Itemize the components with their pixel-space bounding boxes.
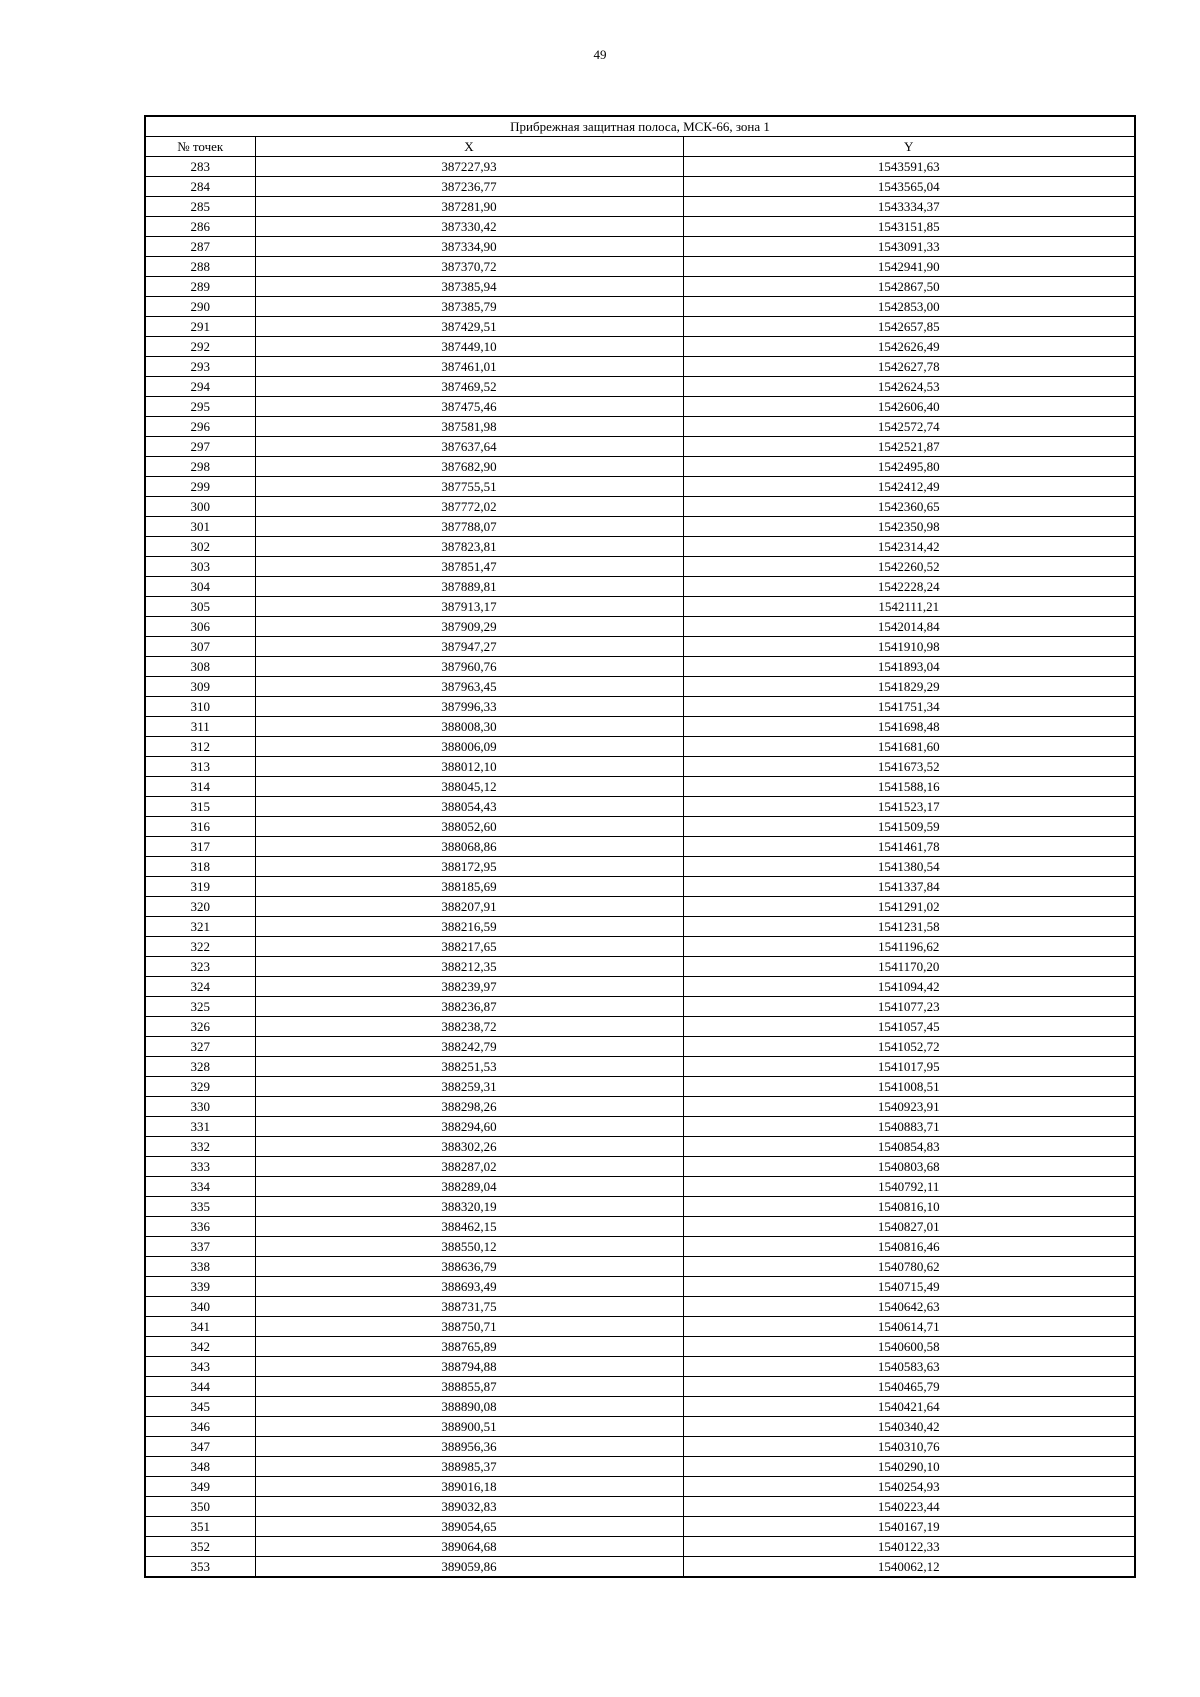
x-coordinate-cell: 388238,72 <box>255 1017 683 1037</box>
point-number-cell: 289 <box>145 277 255 297</box>
table-row <box>145 437 1135 457</box>
y-coordinate-cell: 1542111,21 <box>683 597 1135 617</box>
point-number-cell: 350 <box>145 1497 255 1517</box>
y-coordinate-cell: 1542314,42 <box>683 537 1135 557</box>
y-coordinate-cell: 1541196,62 <box>683 937 1135 957</box>
x-coordinate-cell: 387947,27 <box>255 637 683 657</box>
point-number-cell: 347 <box>145 1437 255 1457</box>
table-row <box>145 1437 1135 1457</box>
x-coordinate-cell: 388750,71 <box>255 1317 683 1337</box>
x-coordinate-cell: 388890,08 <box>255 1397 683 1417</box>
table-row <box>145 637 1135 657</box>
point-number-cell: 315 <box>145 797 255 817</box>
point-number-cell: 316 <box>145 817 255 837</box>
point-number-cell: 304 <box>145 577 255 597</box>
x-coordinate-cell: 387385,94 <box>255 277 683 297</box>
table-row <box>145 157 1135 177</box>
table-row <box>145 1017 1135 1037</box>
x-coordinate-cell: 388765,89 <box>255 1337 683 1357</box>
table-row <box>145 457 1135 477</box>
x-coordinate-cell: 388207,91 <box>255 897 683 917</box>
point-number-cell: 353 <box>145 1557 255 1578</box>
table-row <box>145 477 1135 497</box>
y-coordinate-cell: 1540816,10 <box>683 1197 1135 1217</box>
point-number-cell: 344 <box>145 1377 255 1397</box>
y-coordinate-cell: 1542941,90 <box>683 257 1135 277</box>
point-number-cell: 352 <box>145 1537 255 1557</box>
x-coordinate-cell: 388012,10 <box>255 757 683 777</box>
point-number-cell: 332 <box>145 1137 255 1157</box>
x-coordinate-cell: 388239,97 <box>255 977 683 997</box>
point-number-cell: 336 <box>145 1217 255 1237</box>
x-coordinate-cell: 387581,98 <box>255 417 683 437</box>
x-coordinate-cell: 388236,87 <box>255 997 683 1017</box>
table-row <box>145 1157 1135 1177</box>
x-coordinate-cell: 387385,79 <box>255 297 683 317</box>
table-row <box>145 837 1135 857</box>
table-caption-row <box>145 116 1135 137</box>
y-coordinate-cell: 1540923,91 <box>683 1097 1135 1117</box>
table-row <box>145 657 1135 677</box>
x-coordinate-cell: 388693,49 <box>255 1277 683 1297</box>
point-number-cell: 306 <box>145 617 255 637</box>
x-coordinate-cell: 388302,26 <box>255 1137 683 1157</box>
y-coordinate-cell: 1541681,60 <box>683 737 1135 757</box>
y-coordinate-cell: 1541094,42 <box>683 977 1135 997</box>
x-coordinate-cell: 388294,60 <box>255 1117 683 1137</box>
table-row <box>145 1137 1135 1157</box>
y-coordinate-cell: 1540340,42 <box>683 1417 1135 1437</box>
y-coordinate-cell: 1542853,00 <box>683 297 1135 317</box>
point-number-cell: 322 <box>145 937 255 957</box>
point-number-cell: 318 <box>145 857 255 877</box>
x-coordinate-cell: 388185,69 <box>255 877 683 897</box>
x-coordinate-cell: 388006,09 <box>255 737 683 757</box>
x-coordinate-cell: 388900,51 <box>255 1417 683 1437</box>
x-coordinate-cell: 388550,12 <box>255 1237 683 1257</box>
point-number-cell: 298 <box>145 457 255 477</box>
y-coordinate-cell: 1540290,10 <box>683 1457 1135 1477</box>
table-row <box>145 677 1135 697</box>
y-coordinate-cell: 1542572,74 <box>683 417 1135 437</box>
y-coordinate-cell: 1541291,02 <box>683 897 1135 917</box>
x-coordinate-cell: 388172,95 <box>255 857 683 877</box>
table-row <box>145 1097 1135 1117</box>
table-row <box>145 1237 1135 1257</box>
table-row <box>145 1497 1135 1517</box>
x-coordinate-cell: 388242,79 <box>255 1037 683 1057</box>
y-coordinate-cell: 1543091,33 <box>683 237 1135 257</box>
x-coordinate-cell: 387823,81 <box>255 537 683 557</box>
x-coordinate-cell: 388251,53 <box>255 1057 683 1077</box>
x-coordinate-cell: 387788,07 <box>255 517 683 537</box>
y-coordinate-cell: 1541509,59 <box>683 817 1135 837</box>
table-row <box>145 517 1135 537</box>
x-coordinate-cell: 387909,29 <box>255 617 683 637</box>
y-coordinate-cell: 1540223,44 <box>683 1497 1135 1517</box>
point-number-cell: 335 <box>145 1197 255 1217</box>
point-number-cell: 351 <box>145 1517 255 1537</box>
table-row <box>145 1077 1135 1097</box>
table-row <box>145 1557 1135 1578</box>
x-coordinate-cell: 388259,31 <box>255 1077 683 1097</box>
header-x: X <box>255 137 683 157</box>
point-number-cell: 349 <box>145 1477 255 1497</box>
point-number-cell: 295 <box>145 397 255 417</box>
point-number-cell: 287 <box>145 237 255 257</box>
table-row <box>145 1277 1135 1297</box>
table-row <box>145 617 1135 637</box>
y-coordinate-cell: 1540803,68 <box>683 1157 1135 1177</box>
x-coordinate-cell: 387960,76 <box>255 657 683 677</box>
x-coordinate-cell: 388956,36 <box>255 1437 683 1457</box>
y-coordinate-cell: 1542867,50 <box>683 277 1135 297</box>
y-coordinate-cell: 1540642,63 <box>683 1297 1135 1317</box>
y-coordinate-cell: 1540310,76 <box>683 1437 1135 1457</box>
y-coordinate-cell: 1540715,49 <box>683 1277 1135 1297</box>
x-coordinate-cell: 387682,90 <box>255 457 683 477</box>
point-number-cell: 348 <box>145 1457 255 1477</box>
x-coordinate-cell: 387236,77 <box>255 177 683 197</box>
y-coordinate-cell: 1540883,71 <box>683 1117 1135 1137</box>
point-number-cell: 323 <box>145 957 255 977</box>
x-coordinate-cell: 388068,86 <box>255 837 683 857</box>
x-coordinate-cell: 387772,02 <box>255 497 683 517</box>
table-row <box>145 937 1135 957</box>
x-coordinate-cell: 388636,79 <box>255 1257 683 1277</box>
y-coordinate-cell: 1542495,80 <box>683 457 1135 477</box>
table-row <box>145 997 1135 1017</box>
table-row <box>145 397 1135 417</box>
point-number-cell: 302 <box>145 537 255 557</box>
point-number-cell: 291 <box>145 317 255 337</box>
table-header-row <box>145 137 1135 157</box>
table-row <box>145 1317 1135 1337</box>
x-coordinate-cell: 387851,47 <box>255 557 683 577</box>
point-number-cell: 300 <box>145 497 255 517</box>
point-number-cell: 321 <box>145 917 255 937</box>
point-number-cell: 325 <box>145 997 255 1017</box>
x-coordinate-cell: 387913,17 <box>255 597 683 617</box>
y-coordinate-cell: 1541052,72 <box>683 1037 1135 1057</box>
y-coordinate-cell: 1541673,52 <box>683 757 1135 777</box>
point-number-cell: 328 <box>145 1057 255 1077</box>
x-coordinate-cell: 388731,75 <box>255 1297 683 1317</box>
y-coordinate-cell: 1540254,93 <box>683 1477 1135 1497</box>
point-number-cell: 299 <box>145 477 255 497</box>
table-row <box>145 1337 1135 1357</box>
y-coordinate-cell: 1540062,12 <box>683 1557 1135 1578</box>
point-number-cell: 341 <box>145 1317 255 1337</box>
table-row <box>145 337 1135 357</box>
table-row <box>145 817 1135 837</box>
point-number-cell: 334 <box>145 1177 255 1197</box>
table-row <box>145 197 1135 217</box>
table-row <box>145 257 1135 277</box>
x-coordinate-cell: 388320,19 <box>255 1197 683 1217</box>
x-coordinate-cell: 388985,37 <box>255 1457 683 1477</box>
table-body <box>145 157 1135 1578</box>
point-number-cell: 333 <box>145 1157 255 1177</box>
table-row <box>145 597 1135 617</box>
y-coordinate-cell: 1542360,65 <box>683 497 1135 517</box>
point-number-cell: 292 <box>145 337 255 357</box>
table-row <box>145 357 1135 377</box>
x-coordinate-cell: 387475,46 <box>255 397 683 417</box>
table-row <box>145 1217 1135 1237</box>
x-coordinate-cell: 389054,65 <box>255 1517 683 1537</box>
table-row <box>145 737 1135 757</box>
y-coordinate-cell: 1540614,71 <box>683 1317 1135 1337</box>
point-number-cell: 294 <box>145 377 255 397</box>
point-number-cell: 346 <box>145 1417 255 1437</box>
point-number-cell: 309 <box>145 677 255 697</box>
y-coordinate-cell: 1541057,45 <box>683 1017 1135 1037</box>
table-row <box>145 417 1135 437</box>
x-coordinate-cell: 387755,51 <box>255 477 683 497</box>
y-coordinate-cell: 1543565,04 <box>683 177 1135 197</box>
point-number-cell: 285 <box>145 197 255 217</box>
x-coordinate-cell: 389059,86 <box>255 1557 683 1578</box>
table-row <box>145 497 1135 517</box>
table-row <box>145 717 1135 737</box>
point-number-cell: 327 <box>145 1037 255 1057</box>
x-coordinate-cell: 387334,90 <box>255 237 683 257</box>
y-coordinate-cell: 1542350,98 <box>683 517 1135 537</box>
table-row <box>145 757 1135 777</box>
x-coordinate-cell: 387281,90 <box>255 197 683 217</box>
y-coordinate-cell: 1540122,33 <box>683 1537 1135 1557</box>
y-coordinate-cell: 1541008,51 <box>683 1077 1135 1097</box>
table-row <box>145 777 1135 797</box>
x-coordinate-cell: 388052,60 <box>255 817 683 837</box>
x-coordinate-cell: 387429,51 <box>255 317 683 337</box>
table-row <box>145 557 1135 577</box>
point-number-cell: 305 <box>145 597 255 617</box>
y-coordinate-cell: 1541337,84 <box>683 877 1135 897</box>
table-row <box>145 697 1135 717</box>
y-coordinate-cell: 1541698,48 <box>683 717 1135 737</box>
point-number-cell: 319 <box>145 877 255 897</box>
y-coordinate-cell: 1542412,49 <box>683 477 1135 497</box>
point-number-cell: 311 <box>145 717 255 737</box>
table-row <box>145 1257 1135 1277</box>
table-row <box>145 1377 1135 1397</box>
point-number-cell: 284 <box>145 177 255 197</box>
x-coordinate-cell: 389016,18 <box>255 1477 683 1497</box>
y-coordinate-cell: 1540816,46 <box>683 1237 1135 1257</box>
y-coordinate-cell: 1542624,53 <box>683 377 1135 397</box>
point-number-cell: 337 <box>145 1237 255 1257</box>
point-number-cell: 310 <box>145 697 255 717</box>
point-number-cell: 320 <box>145 897 255 917</box>
table-row <box>145 957 1135 977</box>
x-coordinate-cell: 388217,65 <box>255 937 683 957</box>
table-row <box>145 217 1135 237</box>
y-coordinate-cell: 1540827,01 <box>683 1217 1135 1237</box>
x-coordinate-cell: 388045,12 <box>255 777 683 797</box>
y-coordinate-cell: 1542627,78 <box>683 357 1135 377</box>
y-coordinate-cell: 1542657,85 <box>683 317 1135 337</box>
point-number-cell: 329 <box>145 1077 255 1097</box>
table-row <box>145 857 1135 877</box>
table-row <box>145 917 1135 937</box>
point-number-cell: 293 <box>145 357 255 377</box>
table-row <box>145 317 1135 337</box>
y-coordinate-cell: 1540780,62 <box>683 1257 1135 1277</box>
table-row <box>145 1357 1135 1377</box>
point-number-cell: 317 <box>145 837 255 857</box>
x-coordinate-cell: 388794,88 <box>255 1357 683 1377</box>
point-number-cell: 297 <box>145 437 255 457</box>
table-row <box>145 577 1135 597</box>
table-row <box>145 1117 1135 1137</box>
page-number: 49 <box>593 47 607 62</box>
y-coordinate-cell: 1542606,40 <box>683 397 1135 417</box>
point-number-cell: 331 <box>145 1117 255 1137</box>
y-coordinate-cell: 1541170,20 <box>683 957 1135 977</box>
y-coordinate-cell: 1540465,79 <box>683 1377 1135 1397</box>
point-number-cell: 296 <box>145 417 255 437</box>
x-coordinate-cell: 388008,30 <box>255 717 683 737</box>
x-coordinate-cell: 388855,87 <box>255 1377 683 1397</box>
y-coordinate-cell: 1542014,84 <box>683 617 1135 637</box>
x-coordinate-cell: 387449,10 <box>255 337 683 357</box>
y-coordinate-cell: 1543151,85 <box>683 217 1135 237</box>
table-row <box>145 1517 1135 1537</box>
y-coordinate-cell: 1540600,58 <box>683 1337 1135 1357</box>
y-coordinate-cell: 1540421,64 <box>683 1397 1135 1417</box>
y-coordinate-cell: 1541910,98 <box>683 637 1135 657</box>
table-row <box>145 237 1135 257</box>
table-row <box>145 377 1135 397</box>
x-coordinate-cell: 387227,93 <box>255 157 683 177</box>
x-coordinate-cell: 388216,59 <box>255 917 683 937</box>
x-coordinate-cell: 388054,43 <box>255 797 683 817</box>
point-number-cell: 343 <box>145 1357 255 1377</box>
x-coordinate-cell: 389032,83 <box>255 1497 683 1517</box>
y-coordinate-cell: 1542260,52 <box>683 557 1135 577</box>
y-coordinate-cell: 1541893,04 <box>683 657 1135 677</box>
y-coordinate-cell: 1543334,37 <box>683 197 1135 217</box>
y-coordinate-cell: 1541077,23 <box>683 997 1135 1017</box>
table-row <box>145 1177 1135 1197</box>
point-number-cell: 314 <box>145 777 255 797</box>
y-coordinate-cell: 1540583,63 <box>683 1357 1135 1377</box>
y-coordinate-cell: 1540854,83 <box>683 1137 1135 1157</box>
table-row <box>145 1057 1135 1077</box>
table-row <box>145 1537 1135 1557</box>
table-row <box>145 1037 1135 1057</box>
x-coordinate-cell: 389064,68 <box>255 1537 683 1557</box>
table-row <box>145 797 1135 817</box>
point-number-cell: 324 <box>145 977 255 997</box>
y-coordinate-cell: 1541461,78 <box>683 837 1135 857</box>
x-coordinate-cell: 388289,04 <box>255 1177 683 1197</box>
y-coordinate-cell: 1542626,49 <box>683 337 1135 357</box>
x-coordinate-cell: 387889,81 <box>255 577 683 597</box>
point-number-cell: 326 <box>145 1017 255 1037</box>
coordinates-table <box>144 115 1136 1578</box>
y-coordinate-cell: 1541523,17 <box>683 797 1135 817</box>
x-coordinate-cell: 387996,33 <box>255 697 683 717</box>
table-row <box>145 1297 1135 1317</box>
y-coordinate-cell: 1542521,87 <box>683 437 1135 457</box>
x-coordinate-cell: 387469,52 <box>255 377 683 397</box>
x-coordinate-cell: 388298,26 <box>255 1097 683 1117</box>
point-number-cell: 345 <box>145 1397 255 1417</box>
point-number-cell: 307 <box>145 637 255 657</box>
point-number-cell: 313 <box>145 757 255 777</box>
y-coordinate-cell: 1540167,19 <box>683 1517 1135 1537</box>
point-number-cell: 342 <box>145 1337 255 1357</box>
x-coordinate-cell: 387963,45 <box>255 677 683 697</box>
point-number-cell: 290 <box>145 297 255 317</box>
y-coordinate-cell: 1541751,34 <box>683 697 1135 717</box>
point-number-cell: 338 <box>145 1257 255 1277</box>
point-number-cell: 301 <box>145 517 255 537</box>
x-coordinate-cell: 387330,42 <box>255 217 683 237</box>
point-number-cell: 340 <box>145 1297 255 1317</box>
table-row <box>145 897 1135 917</box>
header-y: Y <box>683 137 1135 157</box>
y-coordinate-cell: 1543591,63 <box>683 157 1135 177</box>
table-row <box>145 1397 1135 1417</box>
x-coordinate-cell: 387370,72 <box>255 257 683 277</box>
table-row <box>145 297 1135 317</box>
x-coordinate-cell: 388212,35 <box>255 957 683 977</box>
y-coordinate-cell: 1541380,54 <box>683 857 1135 877</box>
x-coordinate-cell: 388462,15 <box>255 1217 683 1237</box>
point-number-cell: 286 <box>145 217 255 237</box>
point-number-cell: 312 <box>145 737 255 757</box>
table-row <box>145 1477 1135 1497</box>
table-row <box>145 1457 1135 1477</box>
y-coordinate-cell: 1541829,29 <box>683 677 1135 697</box>
point-number-cell: 303 <box>145 557 255 577</box>
table-caption: Прибрежная защитная полоса, МСК-66, зона 1 <box>145 116 1135 137</box>
header-point-number: № точек <box>145 137 255 157</box>
y-coordinate-cell: 1541017,95 <box>683 1057 1135 1077</box>
y-coordinate-cell: 1540792,11 <box>683 1177 1135 1197</box>
table-row <box>145 537 1135 557</box>
table-row <box>145 277 1135 297</box>
y-coordinate-cell: 1542228,24 <box>683 577 1135 597</box>
table-row <box>145 1417 1135 1437</box>
y-coordinate-cell: 1541588,16 <box>683 777 1135 797</box>
x-coordinate-cell: 387461,01 <box>255 357 683 377</box>
x-coordinate-cell: 388287,02 <box>255 1157 683 1177</box>
point-number-cell: 288 <box>145 257 255 277</box>
x-coordinate-cell: 387637,64 <box>255 437 683 457</box>
table-row <box>145 1197 1135 1217</box>
table-row <box>145 977 1135 997</box>
table-row <box>145 877 1135 897</box>
point-number-cell: 308 <box>145 657 255 677</box>
point-number-cell: 330 <box>145 1097 255 1117</box>
table-row <box>145 177 1135 197</box>
point-number-cell: 339 <box>145 1277 255 1297</box>
y-coordinate-cell: 1541231,58 <box>683 917 1135 937</box>
point-number-cell: 283 <box>145 157 255 177</box>
